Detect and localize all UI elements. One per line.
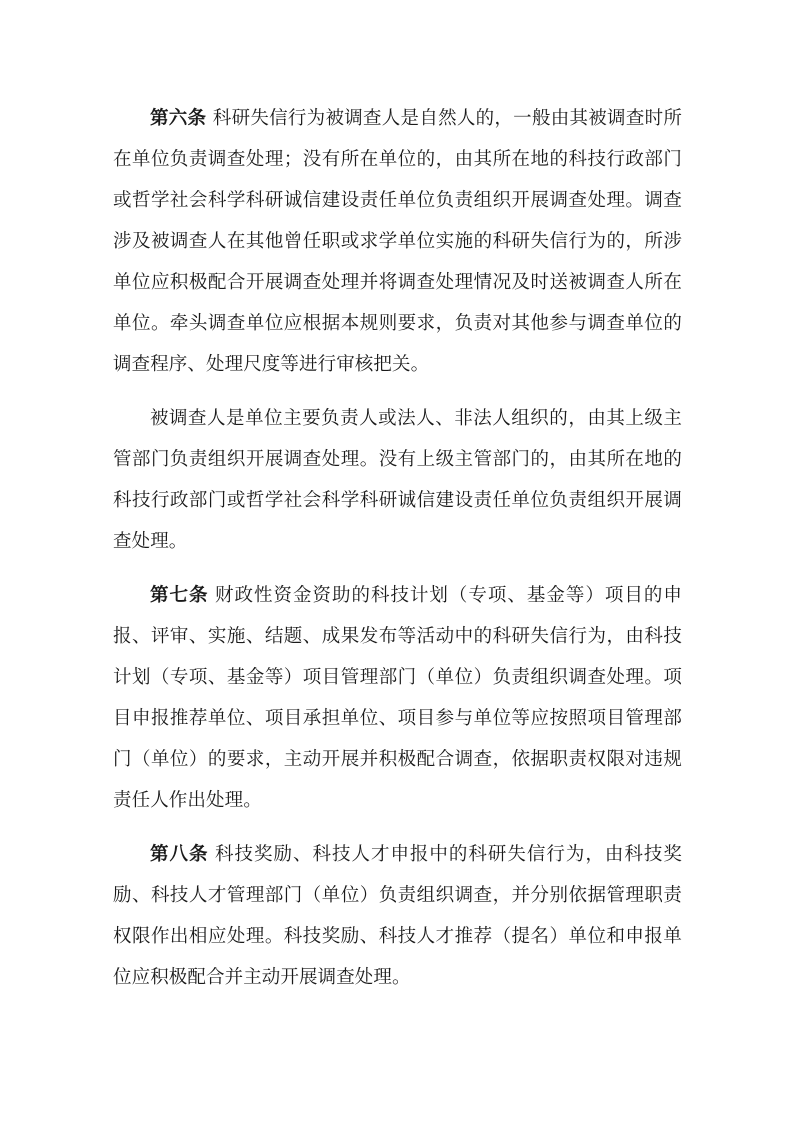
paragraph-article-6 bbox=[113, 97, 682, 384]
article-7-text: 财政性资金资助的科技计划（专项、基金等）项目的申报、评审、实施、结题、成果发布等活动中的科研失信行为，由科技计划（专项、基金等）项目管理部门（单位）负责组织调查处理。项目申报推荐单位、项目承担单位、项目参与单位等应按照项目管理部门（单位）的要求，主动开展并积极配合调查，依据职责权限对违规责任人作出处理。 bbox=[113, 584, 682, 810]
paragraph-article-7 bbox=[113, 574, 682, 820]
article-6-clause-2-text: 被调查人是单位主要负责人或法人、非法人组织的，由其上级主管部门负责组织开展调查处理。没有上级主管部门的，由其所在地的科技行政部门或哲学社会科学科研诚信建设责任单位负责组织开展调查处理。 bbox=[113, 407, 682, 551]
paragraph-article-8 bbox=[113, 833, 682, 997]
article-8-text: 科技奖励、科技人才申报中的科研失信行为，由科技奖励、科技人才管理部门（单位）负责组织调查，并分别依据管理职责权限作出相应处理。科技奖励、科技人才推荐（提名）单位和申报单位应积极配合并主动开展调查处理。 bbox=[113, 843, 682, 987]
article-7-number: 第七条 bbox=[150, 584, 209, 605]
article-6-text: 科研失信行为被调查人是自然人的，一般由其被调查时所在单位负责调查处理；没有所在单位的，由其所在地的科技行政部门或哲学社会科学科研诚信建设责任单位负责组织开展调查处理。调查涉及被调查人在其他曾任职或求学单位实施的科研失信行为的，所涉单位应积极配合开展调查处理并将调查处理情况及时送被调查人所在单位。牵头调查单位应根据本规则要求，负责对其他参与调查单位的调查程序、处理尺度等进行审核把关。 bbox=[113, 107, 682, 374]
paragraph-article-6-clause-2 bbox=[113, 397, 682, 561]
article-8-number: 第八条 bbox=[150, 843, 209, 864]
article-6-number: 第六条 bbox=[150, 107, 207, 128]
